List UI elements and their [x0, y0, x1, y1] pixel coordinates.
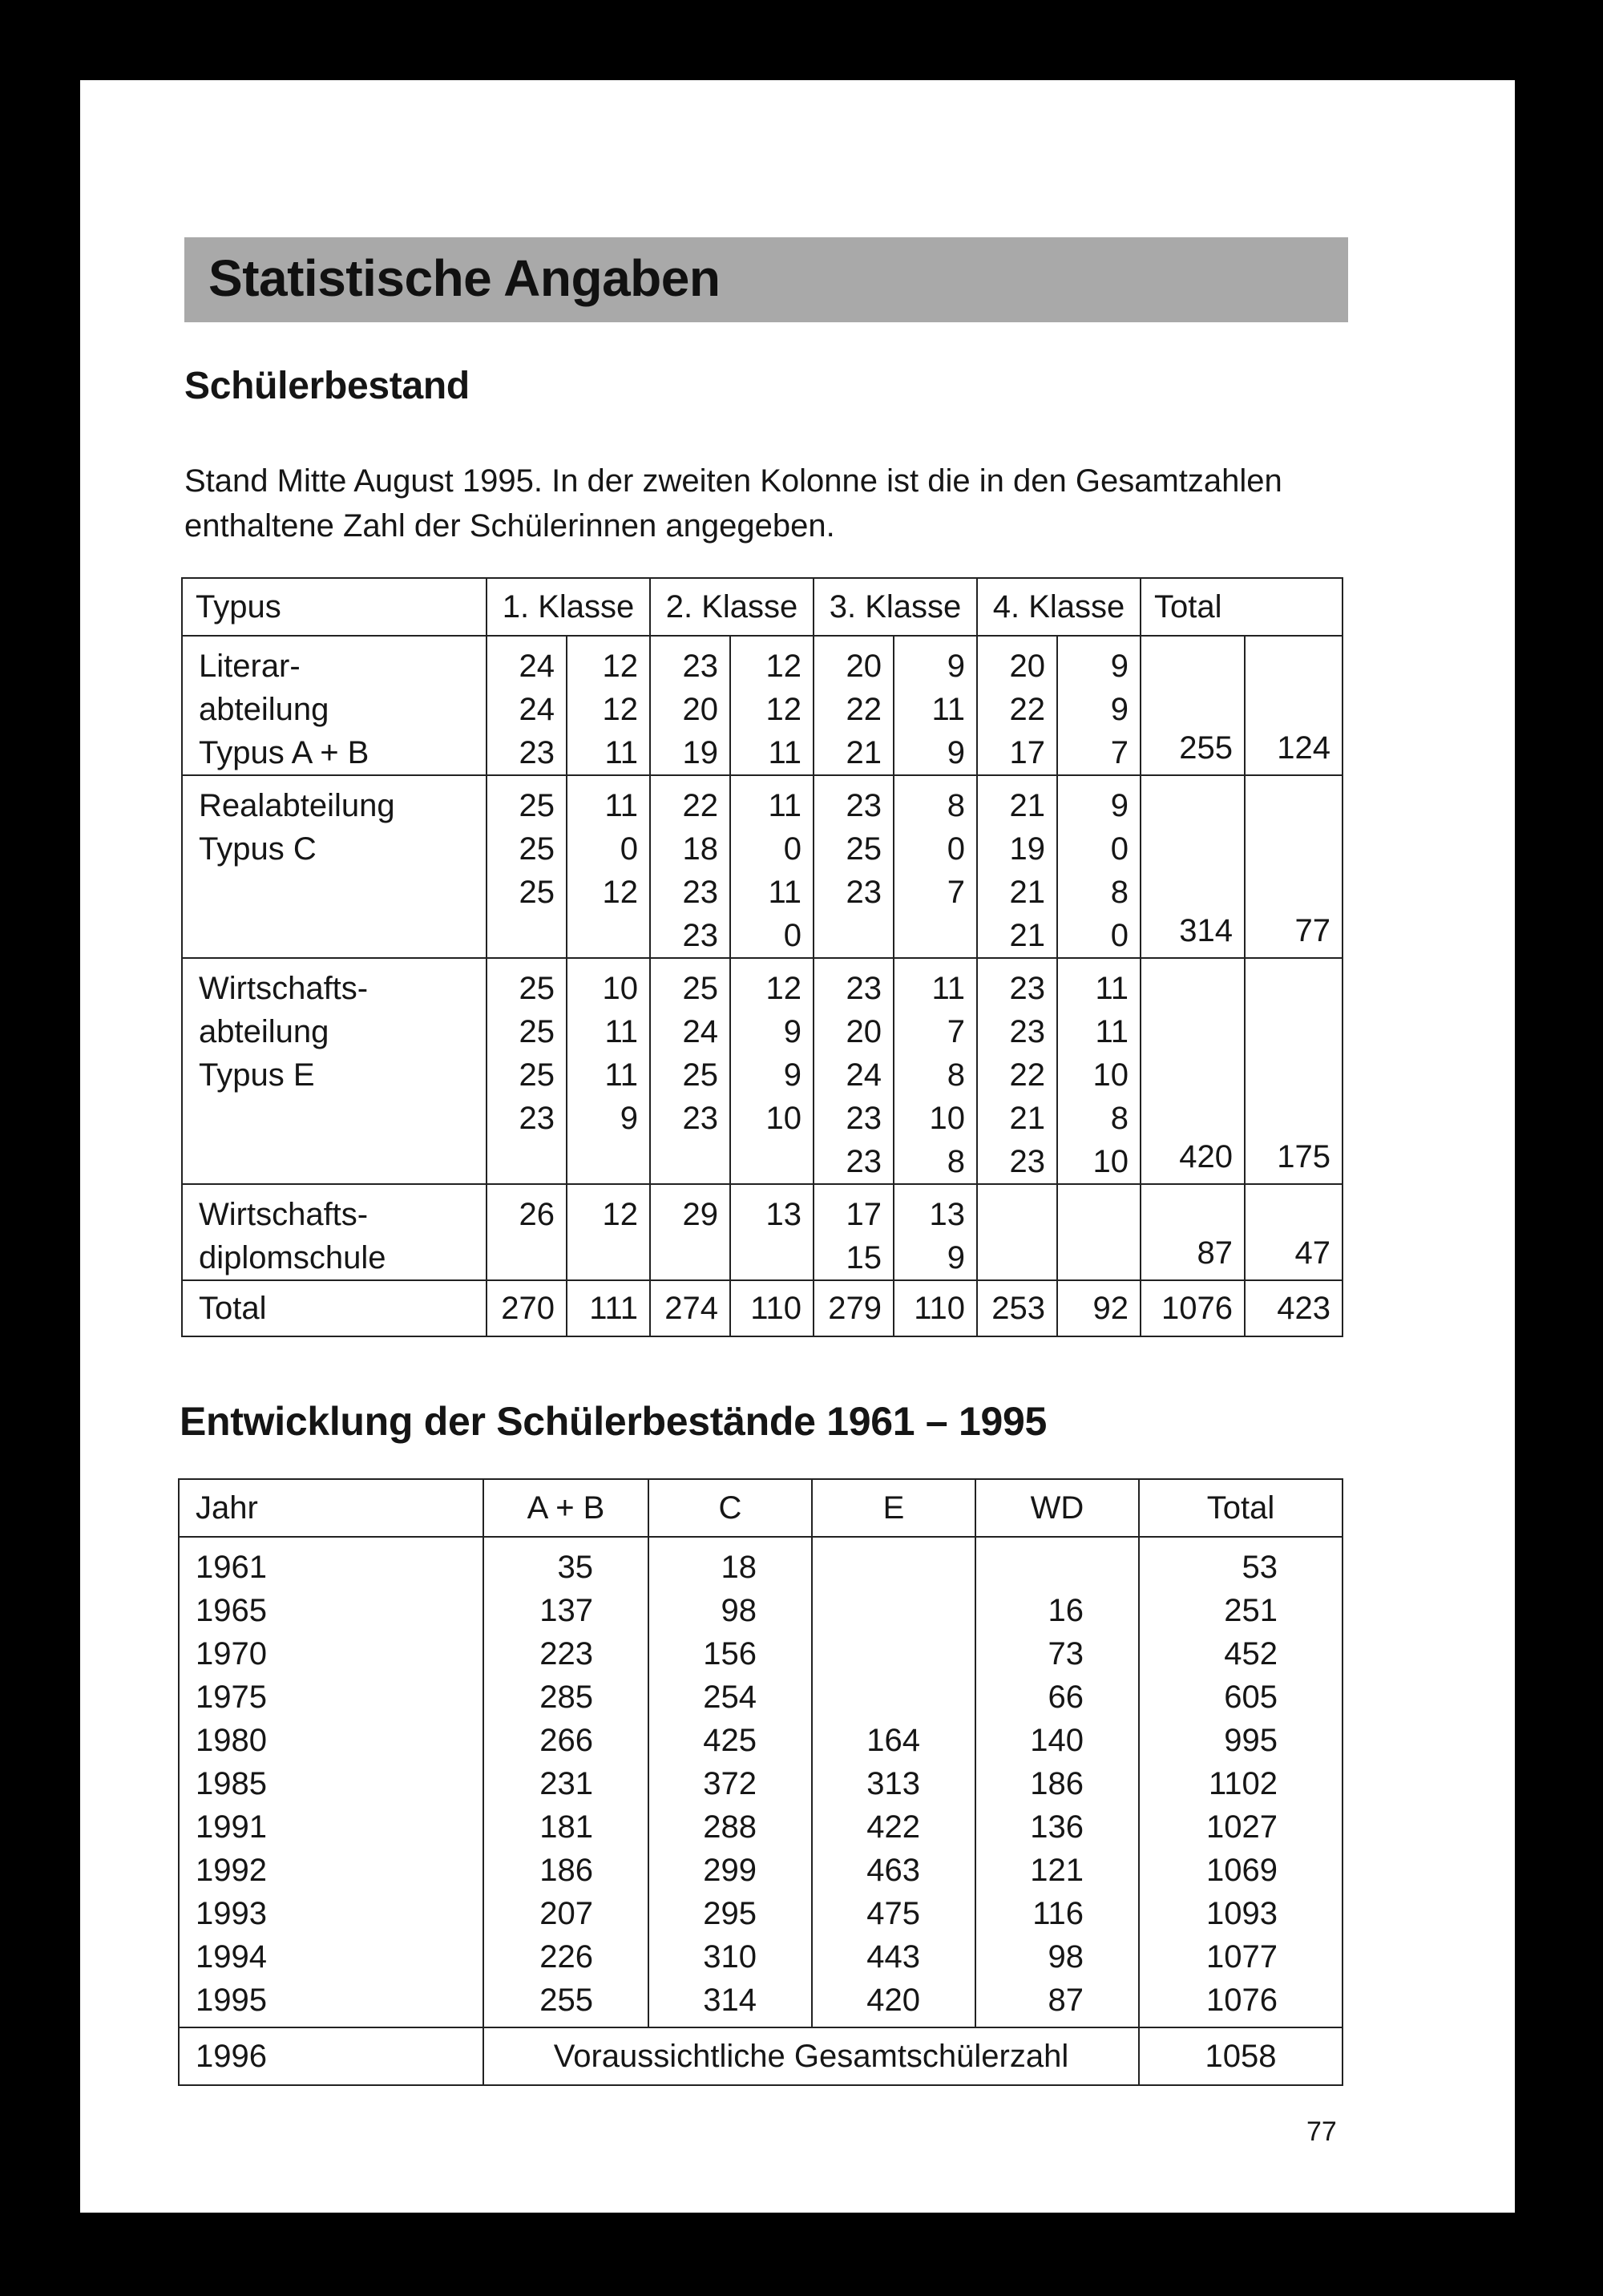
cell-value: 10: [602, 971, 638, 1006]
cell-value: 12: [602, 1197, 638, 1232]
cell-value: 23: [682, 918, 718, 953]
cell-value: 17: [846, 1197, 882, 1232]
cell-value: [813, 1589, 920, 1632]
cell-value: 11: [768, 875, 802, 910]
table-cell: [650, 958, 730, 1184]
cell-value: 425: [703, 1723, 757, 1758]
column-header: Jahr: [179, 1479, 483, 1537]
cell-value: 9: [1110, 788, 1129, 823]
cell-value: 121: [1030, 1853, 1084, 1888]
cell-value: 140: [1030, 1723, 1084, 1758]
cell-value: 11: [604, 1014, 638, 1049]
group-total: 314: [1141, 775, 1245, 958]
table-cell: [894, 775, 977, 958]
total-label: Total: [182, 1280, 487, 1336]
group-total: 255: [1141, 636, 1245, 775]
cell-value: 20: [682, 692, 718, 727]
cell-value: 0: [620, 831, 638, 867]
cell-value: 9: [947, 735, 965, 770]
cell-value: 98: [1048, 1939, 1084, 1975]
cell-value: 10: [1092, 1057, 1129, 1093]
cell-value: 25: [519, 788, 555, 823]
cell-value: 66: [1048, 1680, 1084, 1715]
column-c: [648, 1537, 812, 2027]
cell-value: 1995: [196, 1983, 267, 2018]
cell-value: 8: [947, 788, 965, 823]
column-header: Typus: [182, 578, 487, 636]
column-header: 2. Klasse: [650, 578, 814, 636]
cell-value: 29: [682, 1197, 718, 1232]
cell-value: 23: [846, 1101, 882, 1136]
forecast-row: [179, 2027, 1343, 2085]
table-cell: [730, 1184, 814, 1280]
cell-value: 22: [1009, 692, 1045, 727]
forecast-total: 1058: [1139, 2027, 1343, 2085]
section-heading-entwicklung: Entwicklung der Schülerbestände 1961 – 1995: [180, 1399, 1047, 1444]
cell-value: 254: [703, 1680, 757, 1715]
cell-value: 8: [1110, 1101, 1129, 1136]
cell-value: 443: [866, 1939, 920, 1975]
cell-value: 12: [765, 692, 802, 727]
table-cell: [567, 958, 650, 1184]
cell-value: 11: [931, 692, 965, 727]
table-cell: [814, 958, 894, 1184]
cell-value: 1076: [1206, 1983, 1278, 2018]
cell-value: 12: [602, 875, 638, 910]
cell-value: 10: [765, 1101, 802, 1136]
row-label-line: Wirtschafts-: [199, 971, 369, 1006]
cell-value: 288: [703, 1809, 757, 1845]
cell-value: 11: [768, 735, 802, 770]
column-total: [1139, 1537, 1343, 2027]
cell-value: 23: [1009, 1144, 1045, 1179]
cell-value: 23: [682, 875, 718, 910]
cell-value: 23: [519, 1101, 555, 1136]
cell-value: 12: [602, 692, 638, 727]
total-value: 253: [977, 1280, 1057, 1336]
history-table: [178, 1478, 1343, 2086]
cell-value: 21: [1009, 1101, 1045, 1136]
row-label: [182, 775, 487, 958]
row-label-line: Typus E: [199, 1057, 315, 1093]
cell-value: 1975: [196, 1680, 267, 1715]
column-ab: [483, 1537, 648, 2027]
cell-value: 9: [947, 649, 965, 684]
cell-value: [976, 1546, 1084, 1589]
cell-value: 11: [604, 1057, 638, 1093]
row-label-line: Realabteilung: [199, 788, 395, 823]
column-e: [812, 1537, 975, 2027]
cell-value: 15: [846, 1240, 882, 1275]
row-label-line: Literar-: [199, 649, 301, 684]
cell-value: 0: [1110, 831, 1129, 867]
cell-value: 420: [866, 1983, 920, 2018]
cell-value: 452: [1224, 1636, 1278, 1671]
cell-value: 475: [866, 1896, 920, 1931]
cell-value: 1980: [196, 1723, 267, 1758]
column-header: 3. Klasse: [814, 578, 977, 636]
table-header-row: [179, 1479, 1343, 1537]
cell-value: 13: [765, 1197, 802, 1232]
cell-value: 295: [703, 1896, 757, 1931]
cell-value: 8: [947, 1144, 965, 1179]
cell-value: 186: [539, 1853, 593, 1888]
cell-value: 23: [1009, 1014, 1045, 1049]
table-cell: [650, 636, 730, 775]
document-page: [80, 80, 1515, 2213]
cell-value: 22: [1009, 1057, 1045, 1093]
cell-value: 231: [539, 1766, 593, 1801]
cell-value: 23: [682, 1101, 718, 1136]
group-total: 420: [1141, 958, 1245, 1184]
column-wd: [975, 1537, 1139, 2027]
cell-value: 10: [1092, 1144, 1129, 1179]
cell-value: 24: [519, 649, 555, 684]
cell-value: 25: [519, 831, 555, 867]
table-cell: [894, 636, 977, 775]
column-header: 1. Klasse: [487, 578, 650, 636]
intro-paragraph: Stand Mitte August 1995. In der zweiten Kolonne ist die in den Gesamtzahlen enthaltene Zahl der Schülerinnen angegeben.: [184, 463, 1282, 544]
column-header: A + B: [483, 1479, 648, 1537]
cell-value: 87: [1048, 1983, 1084, 2018]
cell-value: 1985: [196, 1766, 267, 1801]
cell-value: 23: [846, 788, 882, 823]
cell-value: 22: [846, 692, 882, 727]
cell-value: 11: [604, 788, 638, 823]
table-cell: [1057, 1184, 1141, 1280]
cell-value: 251: [1224, 1593, 1278, 1628]
cell-value: 12: [765, 971, 802, 1006]
cell-value: 25: [846, 831, 882, 867]
cell-value: 25: [519, 971, 555, 1006]
cell-value: 1027: [1206, 1809, 1278, 1845]
column-header: WD: [975, 1479, 1139, 1537]
total-value: 423: [1245, 1280, 1343, 1336]
table-cell: [487, 636, 567, 775]
cell-value: 26: [519, 1197, 555, 1232]
total-row: [182, 1280, 1343, 1336]
cell-value: [813, 1546, 920, 1589]
cell-value: 9: [947, 1240, 965, 1275]
group-total-female: 77: [1245, 775, 1343, 958]
cell-value: 8: [947, 1057, 965, 1093]
cell-value: 9: [1110, 692, 1129, 727]
cell-value: 11: [1095, 1014, 1129, 1049]
cell-value: 0: [783, 831, 802, 867]
cell-value: 19: [682, 735, 718, 770]
cell-value: 136: [1030, 1809, 1084, 1845]
cell-value: 18: [682, 831, 718, 867]
total-value: 274: [650, 1280, 730, 1336]
cell-value: 23: [1009, 971, 1045, 1006]
section-heading-schuelerbestand: Schülerbestand: [184, 365, 470, 407]
cell-value: 164: [866, 1723, 920, 1758]
table-cell: [894, 1184, 977, 1280]
table-cell: [977, 1184, 1057, 1280]
cell-value: 20: [846, 649, 882, 684]
cell-value: 25: [519, 875, 555, 910]
cell-value: 605: [1224, 1680, 1278, 1715]
cell-value: 0: [947, 831, 965, 867]
table-cell: [977, 775, 1057, 958]
cell-value: 21: [1009, 875, 1045, 910]
cell-value: 24: [682, 1014, 718, 1049]
cell-value: 10: [929, 1101, 965, 1136]
row-label-line: Wirtschafts-: [199, 1197, 369, 1232]
cell-value: 299: [703, 1853, 757, 1888]
row-label-line: abteilung: [199, 692, 329, 727]
cell-value: 11: [604, 735, 638, 770]
cell-value: 223: [539, 1636, 593, 1671]
table-cell: [487, 1184, 567, 1280]
enrollment-table: [181, 577, 1343, 1337]
cell-value: [813, 1676, 920, 1719]
cell-value: 116: [1032, 1896, 1084, 1931]
total-value: 111: [567, 1280, 650, 1336]
table-cell: [977, 958, 1057, 1184]
cell-value: 1993: [196, 1896, 267, 1931]
cell-value: 23: [846, 971, 882, 1006]
table-row: [182, 636, 1343, 775]
forecast-label: Voraussichtliche Gesamtschülerzahl: [483, 2027, 1139, 2085]
cell-value: 22: [682, 788, 718, 823]
cell-value: 20: [846, 1014, 882, 1049]
table-cell: [1057, 636, 1141, 775]
column-header: C: [648, 1479, 812, 1537]
cell-value: 1991: [196, 1809, 267, 1845]
table-cell: [650, 1184, 730, 1280]
total-value: 110: [894, 1280, 977, 1336]
cell-value: 372: [703, 1766, 757, 1801]
row-label: [182, 1184, 487, 1280]
cell-value: 53: [1242, 1550, 1278, 1585]
row-label: [182, 636, 487, 775]
cell-value: 12: [602, 649, 638, 684]
table-header-row: [182, 578, 1343, 636]
cell-value: 314: [703, 1983, 757, 2018]
cell-value: 7: [947, 875, 965, 910]
cell-value: 20: [1009, 649, 1045, 684]
cell-value: 266: [539, 1723, 593, 1758]
cell-value: 25: [519, 1014, 555, 1049]
table-cell: [730, 636, 814, 775]
title-band: [184, 237, 1348, 322]
cell-value: 313: [866, 1766, 920, 1801]
cell-value: 98: [721, 1593, 757, 1628]
cell-value: 25: [682, 1057, 718, 1093]
cell-value: 255: [539, 1983, 593, 2018]
cell-value: 13: [929, 1197, 965, 1232]
cell-value: 0: [1110, 918, 1129, 953]
row-label-line: Typus A + B: [199, 735, 369, 770]
cell-value: 1992: [196, 1853, 267, 1888]
cell-value: 24: [846, 1057, 882, 1093]
table-cell: [814, 1184, 894, 1280]
cell-value: 12: [765, 649, 802, 684]
cell-value: 1970: [196, 1636, 267, 1671]
group-total-female: 124: [1245, 636, 1343, 775]
forecast-year: 1996: [179, 2027, 483, 2085]
cell-value: 73: [1048, 1636, 1084, 1671]
cell-value: 1102: [1208, 1766, 1278, 1801]
cell-value: 207: [539, 1896, 593, 1931]
row-label: [182, 958, 487, 1184]
cell-value: [813, 1632, 920, 1676]
table-cell: [567, 1184, 650, 1280]
cell-value: 24: [519, 692, 555, 727]
cell-value: 17: [1009, 735, 1045, 770]
cell-value: 21: [846, 735, 882, 770]
table-cell: [487, 775, 567, 958]
cell-value: 226: [539, 1939, 593, 1975]
page-title: Statistische Angaben: [208, 249, 721, 307]
table-cell: [730, 775, 814, 958]
table-row: [182, 958, 1343, 1184]
page-number: 77: [1306, 2116, 1337, 2147]
cell-value: 23: [846, 875, 882, 910]
cell-value: 0: [783, 918, 802, 953]
column-header: Total: [1141, 578, 1343, 636]
cell-value: 463: [866, 1853, 920, 1888]
cell-value: 23: [519, 735, 555, 770]
cell-value: 21: [1009, 788, 1045, 823]
group-total-female: 175: [1245, 958, 1343, 1184]
cell-value: 8: [1110, 875, 1129, 910]
cell-value: 310: [703, 1939, 757, 1975]
total-value: 1076: [1141, 1280, 1245, 1336]
row-label-line: abteilung: [199, 1014, 329, 1049]
cell-value: 9: [783, 1057, 802, 1093]
cell-value: 285: [539, 1680, 593, 1715]
table-cell: [487, 958, 567, 1184]
history-rows: [179, 1537, 1343, 2027]
cell-value: 1961: [196, 1550, 267, 1585]
cell-value: 1077: [1206, 1939, 1278, 1975]
table-row: [182, 775, 1343, 958]
cell-value: 1965: [196, 1593, 267, 1628]
cell-value: 137: [539, 1593, 593, 1628]
group-total: 87: [1141, 1184, 1245, 1280]
cell-value: 156: [703, 1636, 757, 1671]
table-cell: [1057, 775, 1141, 958]
table-cell: [814, 775, 894, 958]
cell-value: 25: [519, 1057, 555, 1093]
table-cell: [977, 636, 1057, 775]
table-row: [182, 1184, 1343, 1280]
total-value: 110: [730, 1280, 814, 1336]
row-label-line: Typus C: [199, 831, 317, 867]
group-total-female: 47: [1245, 1184, 1343, 1280]
cell-value: 1093: [1206, 1896, 1278, 1931]
cell-value: 23: [682, 649, 718, 684]
cell-value: 11: [931, 971, 965, 1006]
cell-value: 25: [682, 971, 718, 1006]
table-cell: [814, 636, 894, 775]
cell-value: 11: [1095, 971, 1129, 1006]
column-header: Total: [1139, 1479, 1343, 1537]
cell-value: 9: [620, 1101, 638, 1136]
cell-value: 186: [1030, 1766, 1084, 1801]
cell-value: 35: [557, 1550, 593, 1585]
column-header: E: [812, 1479, 975, 1537]
total-value: 92: [1057, 1280, 1141, 1336]
cell-value: 995: [1224, 1723, 1278, 1758]
column-header: 4. Klasse: [977, 578, 1141, 636]
table-cell: [1057, 958, 1141, 1184]
cell-value: 1994: [196, 1939, 267, 1975]
table-cell: [730, 958, 814, 1184]
table-cell: [567, 636, 650, 775]
cell-value: 19: [1009, 831, 1045, 867]
total-value: 279: [814, 1280, 894, 1336]
cell-value: 181: [539, 1809, 593, 1845]
column-year: [179, 1537, 483, 2027]
table-cell: [894, 958, 977, 1184]
cell-value: 9: [1110, 649, 1129, 684]
cell-value: 16: [1048, 1593, 1084, 1628]
cell-value: 21: [1009, 918, 1045, 953]
cell-value: 23: [846, 1144, 882, 1179]
row-label-line: diplomschule: [199, 1240, 386, 1275]
cell-value: 1069: [1206, 1853, 1278, 1888]
cell-value: 18: [721, 1550, 757, 1585]
cell-value: 11: [768, 788, 802, 823]
table-cell: [650, 775, 730, 958]
cell-value: 422: [866, 1809, 920, 1845]
cell-value: 7: [947, 1014, 965, 1049]
total-value: 270: [487, 1280, 567, 1336]
cell-value: 7: [1110, 735, 1129, 770]
table-cell: [567, 775, 650, 958]
cell-value: 9: [783, 1014, 802, 1049]
